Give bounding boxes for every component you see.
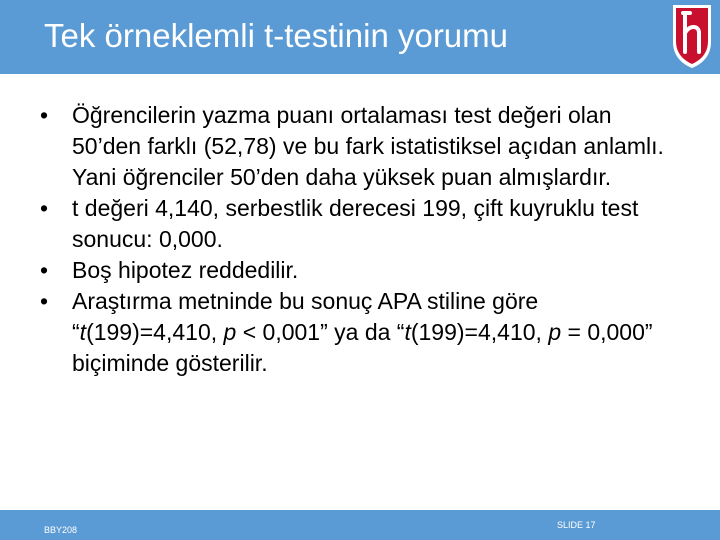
apa-p-value: p bbox=[223, 319, 237, 345]
bullet-item bbox=[40, 100, 680, 193]
bullet-list bbox=[40, 100, 680, 379]
slide-number: SLIDE 17 bbox=[557, 520, 596, 530]
title-bar bbox=[0, 0, 720, 74]
footer-bar bbox=[0, 510, 720, 540]
bullet-marker: • bbox=[40, 195, 49, 221]
bullet-item bbox=[40, 255, 680, 286]
slide-title: Tek örneklemli t-testinin yorumu bbox=[44, 17, 508, 54]
bullet-text-apa bbox=[72, 288, 653, 376]
apa-text-part: < 0,001” ya da “ bbox=[236, 319, 405, 345]
bullet-marker: • bbox=[40, 288, 49, 314]
apa-text-part: (199)=4,410, bbox=[86, 319, 224, 345]
bullet-marker: • bbox=[40, 257, 49, 283]
apa-t-statistic: t bbox=[79, 319, 87, 345]
apa-t-statistic: t bbox=[404, 319, 411, 345]
apa-text-part: Araştırma metninde bu sonuç APA stiline göre “ bbox=[72, 288, 539, 345]
bullet-text: t değeri 4,140, serbestlik derecesi 199, çift kuyruklu test sonucu: 0,000. bbox=[72, 195, 639, 252]
bullet-item bbox=[40, 286, 680, 379]
bullet-marker: • bbox=[40, 102, 49, 128]
hacettepe-university-logo-icon bbox=[668, 2, 716, 70]
course-code: BBY208 bbox=[44, 525, 78, 535]
bullet-text: Boş hipotez reddedilir. bbox=[72, 257, 299, 283]
apa-p-value: p bbox=[548, 319, 562, 345]
bullet-text: Öğrencilerin yazma puanı ortalaması test değeri olan 50’den farklı (52,78) ve bu fark istatistiksel açıdan anlamlı. Yani öğrenciler 50’den daha yüksek puan almışlardır. bbox=[72, 102, 664, 190]
apa-text-part: (199)=4,410, bbox=[410, 319, 549, 345]
bullet-item bbox=[40, 193, 680, 255]
apa-text-part: = 0,000” biçiminde gösterilir. bbox=[72, 319, 653, 376]
